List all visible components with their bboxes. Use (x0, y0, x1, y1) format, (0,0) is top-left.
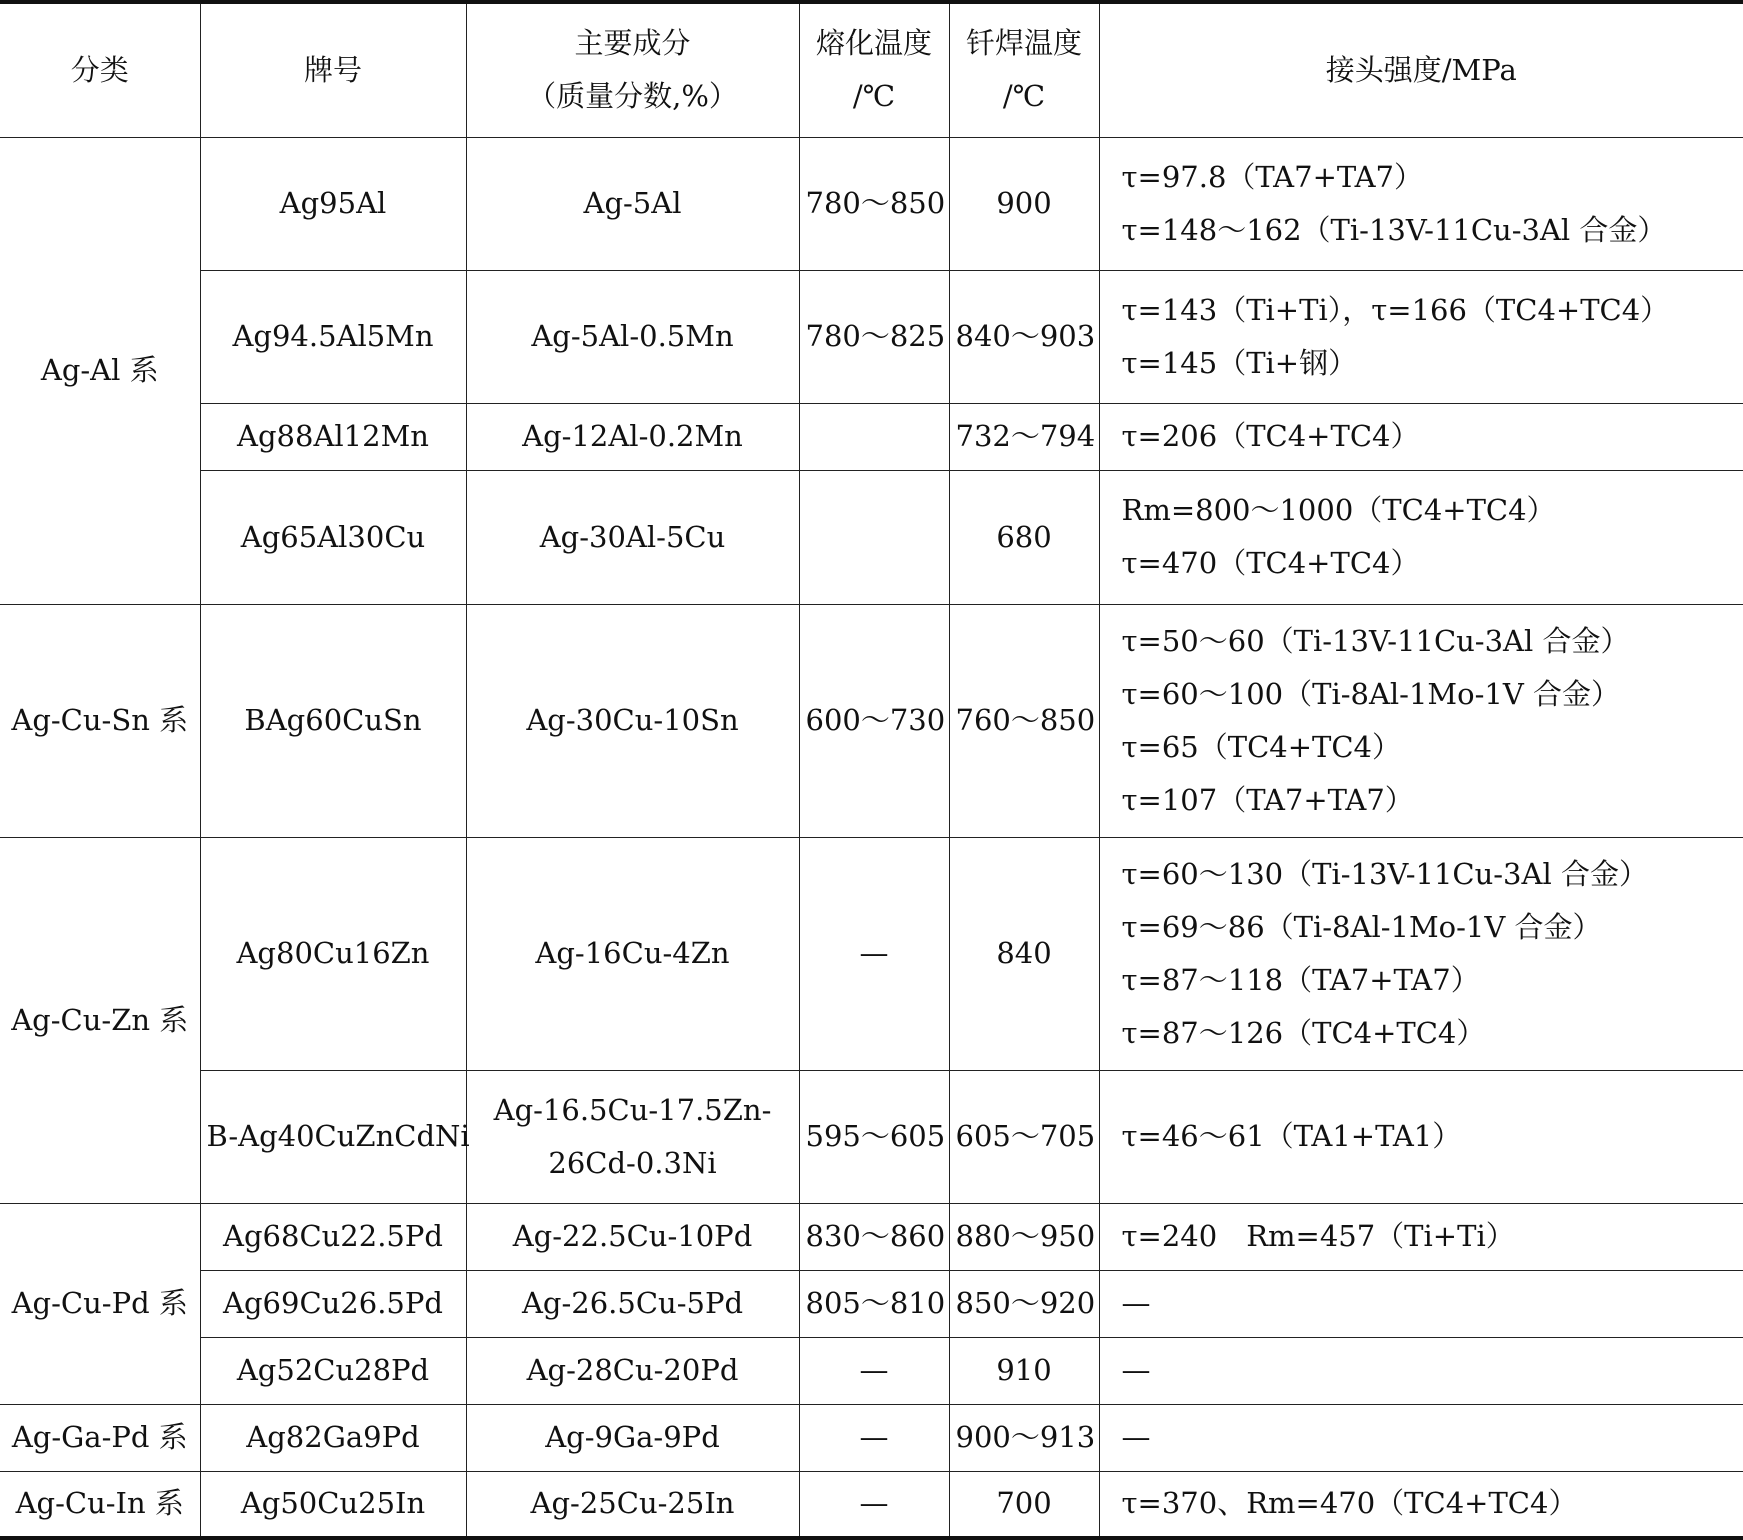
grade-cell: Ag82Ga9Pd (200, 1404, 466, 1471)
grade-cell: Ag52Cu28Pd (200, 1337, 466, 1404)
brazing-cell: 760～850 (949, 604, 1099, 837)
melting-cell: 780～825 (799, 270, 949, 403)
brazing-cell: 840 (949, 837, 1099, 1070)
grade-cell: BAg60CuSn (200, 604, 466, 837)
brazing-cell: 732～794 (949, 403, 1099, 470)
category-cell: Ag-Cu-Pd 系 (0, 1203, 200, 1404)
brazing-cell: 910 (949, 1337, 1099, 1404)
melting-cell: 830～860 (799, 1203, 949, 1270)
header-category: 分类 (0, 2, 200, 137)
table-body (0, 137, 1743, 1538)
brazing-cell: 700 (949, 1471, 1099, 1538)
strength-cell: τ=143（Ti+Ti），τ=166（TC4+TC4） τ=145（Ti+钢） (1099, 270, 1743, 403)
melting-cell (799, 403, 949, 470)
grade-cell: Ag80Cu16Zn (200, 837, 466, 1070)
composition-cell: Ag-30Cu-10Sn (466, 604, 799, 837)
strength-cell: τ=97.8（TA7+TA7） τ=148～162（Ti-13V-11Cu-3Al 合金） (1099, 137, 1743, 270)
category-cell: Ag-Cu-Zn 系 (0, 837, 200, 1203)
brazing-cell: 680 (949, 470, 1099, 604)
category-cell: Ag-Ga-Pd 系 (0, 1404, 200, 1471)
composition-cell: Ag-30Al-5Cu (466, 470, 799, 604)
melting-cell: 600～730 (799, 604, 949, 837)
strength-cell: Rm=800～1000（TC4+TC4） τ=470（TC4+TC4） (1099, 470, 1743, 604)
composition-cell: Ag-5Al (466, 137, 799, 270)
composition-cell: Ag-16Cu-4Zn (466, 837, 799, 1070)
strength-cell: τ=206（TC4+TC4） (1099, 403, 1743, 470)
grade-cell: Ag68Cu22.5Pd (200, 1203, 466, 1270)
composition-cell: Ag-28Cu-20Pd (466, 1337, 799, 1404)
melting-cell: — (799, 837, 949, 1070)
grade-cell: Ag69Cu26.5Pd (200, 1270, 466, 1337)
melting-cell: 805～810 (799, 1270, 949, 1337)
melting-cell: 780～850 (799, 137, 949, 270)
composition-cell: Ag-22.5Cu-10Pd (466, 1203, 799, 1270)
melting-cell: 595～605 (799, 1070, 949, 1203)
grade-cell: Ag50Cu25In (200, 1471, 466, 1538)
grade-cell: B-Ag40CuZnCdNi (200, 1070, 466, 1203)
melting-cell: — (799, 1471, 949, 1538)
category-cell: Ag-Al 系 (0, 137, 200, 604)
brazing-cell: 605～705 (949, 1070, 1099, 1203)
table-row (0, 270, 1743, 403)
grade-cell: Ag65Al30Cu (200, 470, 466, 604)
grade-cell: Ag94.5Al5Mn (200, 270, 466, 403)
table-row (0, 837, 1743, 1070)
header-melting-temperature: 熔化温度 /℃ (799, 2, 949, 137)
melting-cell: — (799, 1404, 949, 1471)
header-composition: 主要成分 （质量分数,%） (466, 2, 799, 137)
melting-cell (799, 470, 949, 604)
composition-cell: Ag-16.5Cu-17.5Zn- 26Cd-0.3Ni (466, 1070, 799, 1203)
strength-cell: — (1099, 1404, 1743, 1471)
category-cell: Ag-Cu-In 系 (0, 1471, 200, 1538)
table-row (0, 1337, 1743, 1404)
composition-cell: Ag-9Ga-9Pd (466, 1404, 799, 1471)
strength-cell: — (1099, 1337, 1743, 1404)
table-row (0, 1270, 1743, 1337)
strength-cell: τ=46～61（TA1+TA1） (1099, 1070, 1743, 1203)
table-row (0, 470, 1743, 604)
composition-cell: Ag-25Cu-25In (466, 1471, 799, 1538)
table-row (0, 1070, 1743, 1203)
table-header (0, 2, 1743, 137)
brazing-cell: 900～913 (949, 1404, 1099, 1471)
table-row (0, 1404, 1743, 1471)
header-joint-strength: 接头强度/MPa (1099, 2, 1743, 137)
table-row (0, 1203, 1743, 1270)
strength-cell: — (1099, 1270, 1743, 1337)
table-row (0, 604, 1743, 837)
strength-cell: τ=60～130（Ti-13V-11Cu-3Al 合金） τ=69～86（Ti-8Al-1Mo-1V 合金） τ=87～118（TA7+TA7） τ=87～126（TC4+TC4） (1099, 837, 1743, 1070)
strength-cell: τ=370、Rm=470（TC4+TC4） (1099, 1471, 1743, 1538)
table-row (0, 137, 1743, 270)
grade-cell: Ag88Al12Mn (200, 403, 466, 470)
brazing-cell: 900 (949, 137, 1099, 270)
melting-cell: — (799, 1337, 949, 1404)
composition-cell: Ag-5Al-0.5Mn (466, 270, 799, 403)
composition-cell: Ag-26.5Cu-5Pd (466, 1270, 799, 1337)
strength-cell: τ=50～60（Ti-13V-11Cu-3Al 合金） τ=60～100（Ti-8Al-1Mo-1V 合金） τ=65（TC4+TC4） τ=107（TA7+TA7） (1099, 604, 1743, 837)
strength-cell: τ=240 Rm=457（Ti+Ti） (1099, 1203, 1743, 1270)
brazing-cell: 880～950 (949, 1203, 1099, 1270)
table-row (0, 403, 1743, 470)
composition-cell: Ag-12Al-0.2Mn (466, 403, 799, 470)
brazing-cell: 840～903 (949, 270, 1099, 403)
header-grade: 牌号 (200, 2, 466, 137)
grade-cell: Ag95Al (200, 137, 466, 270)
category-cell: Ag-Cu-Sn 系 (0, 604, 200, 837)
header-brazing-temperature: 钎焊温度 /℃ (949, 2, 1099, 137)
brazing-cell: 850～920 (949, 1270, 1099, 1337)
table-row (0, 1471, 1743, 1538)
